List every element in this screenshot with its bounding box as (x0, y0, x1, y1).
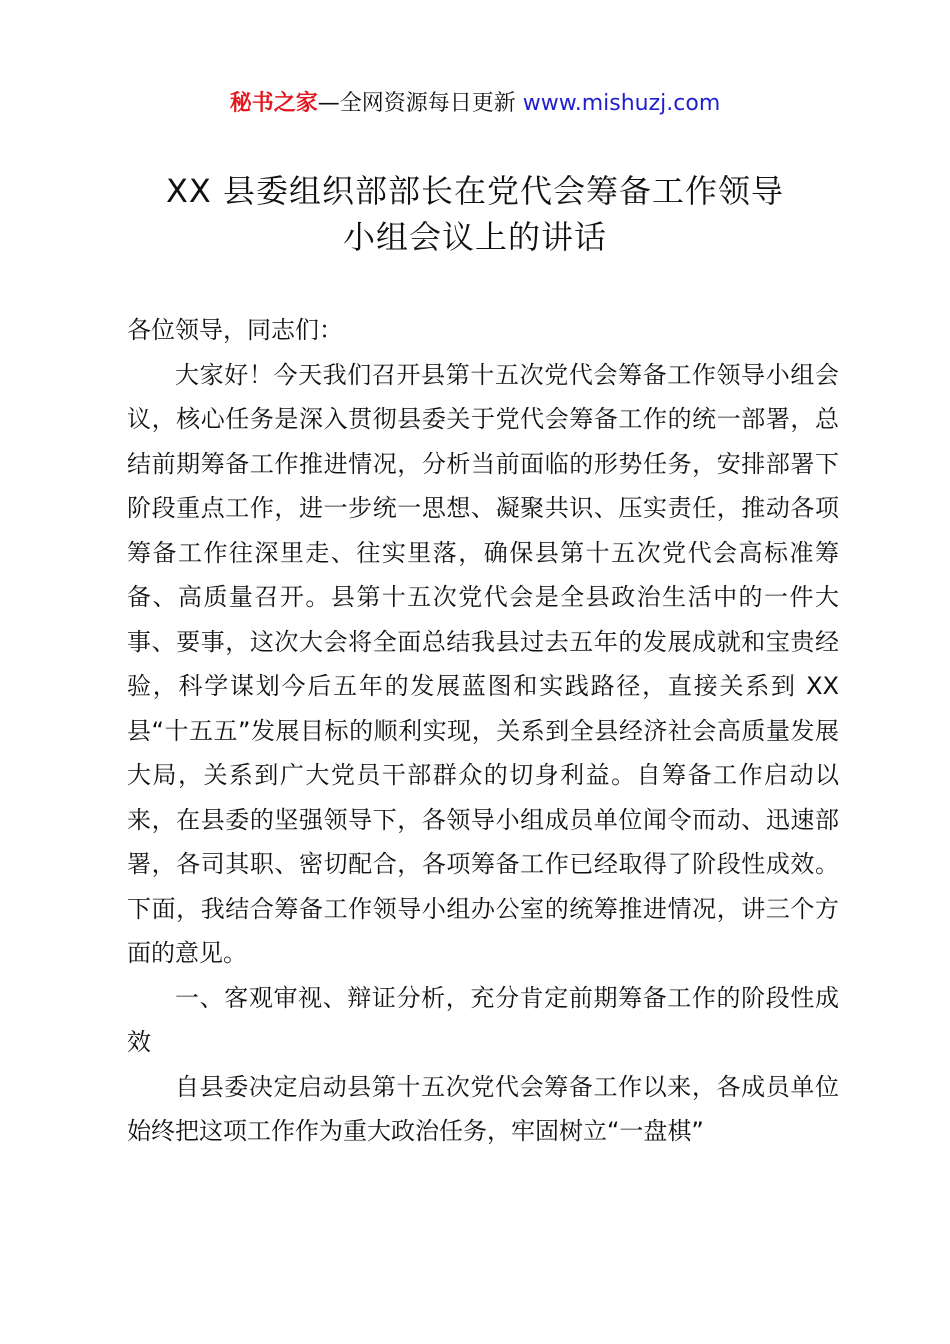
salutation: 各位领导，同志们： (127, 316, 343, 344)
section-heading-1: 一、客观审视、辩证分析，充分肯定前期筹备工作的阶段性成效 (127, 983, 839, 1056)
site-tagline: —全网资源每日更新 (317, 91, 516, 116)
site-brand: 秘书之家 (229, 91, 318, 116)
body-paragraph-section-1: 自县委决定启动县第十五次党代会筹备工作以来，各成员单位始终把这项工作作为重大政治任务，牢固树立“一盘棋” (127, 1072, 839, 1145)
site-url-link[interactable]: www.mishuzj.com (522, 91, 721, 116)
document-title-line-2: 小组会议上的讲话 (342, 218, 607, 256)
document-title-line-1: XX 县委组织部部长在党代会筹备工作领导 (165, 172, 785, 210)
document-title (100, 168, 850, 260)
body-paragraph-opening: 大家好！今天我们召开县第十五次党代会筹备工作领导小组会议，核心任务是深入贯彻县委关于党代会筹备工作的统一部署，总结前期筹备工作推进情况，分析当前面临的形势任务，安排部署下阶段重点工作，进一步统一思想、凝聚共识、压实责任，推动各项筹备工作往深里走、往实里落，确保县第十五次党代会高标准筹备、高质量召开。县第十五次党代会是全县政治生活中的一件大事、要事，这次大会将全面总结我县过去五年的发展成就和宝贵经验，科学谋划今后五年的发展蓝图和实践路径，直接关系到 XX 县“十五五”发展目标的顺利实现，关系到全县经济社会高质量发展大局，关系到广大党员干部群众的切身利益。自筹备工作启动以来，在县委的坚强领导下，各领导小组成员单位闻令而动、迅速部署，各司其职、密切配合，各项筹备工作已经取得了阶段性成效。下面，我结合筹备工作领导小组办公室的统筹推进情况，讲三个方面的意见。 (127, 360, 839, 967)
site-header (0, 88, 950, 120)
document-body (127, 308, 839, 1154)
